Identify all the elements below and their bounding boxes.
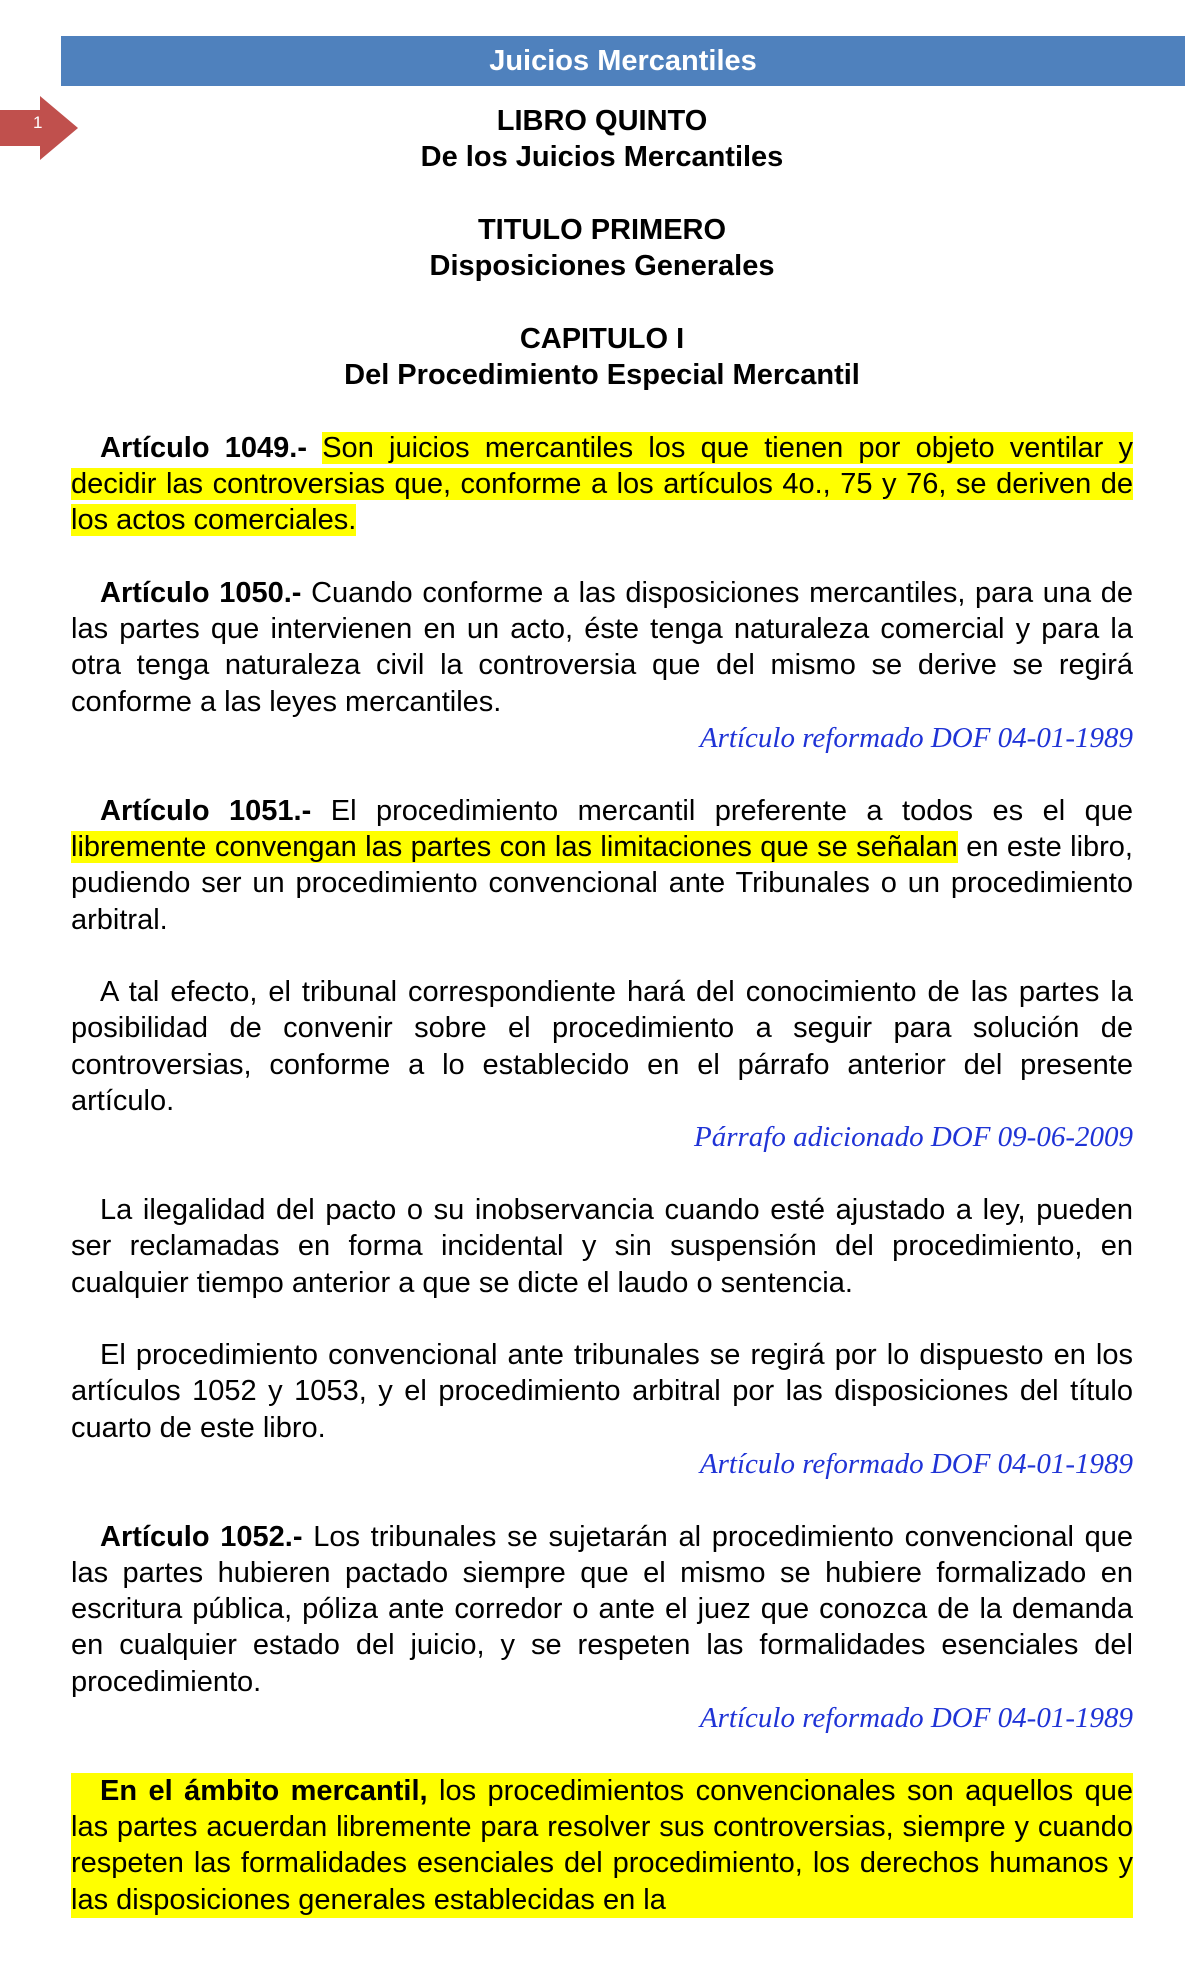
article-1051-paragraph-3: La ilegalidad del pacto o su inobservancia cuando esté ajustado a ley, pueden ser reclamadas en forma incidental y sin suspensión del procedimiento, en cualquier tiempo anterior a que se dicte el laudo o sentencia. <box>71 1193 1133 1299</box>
running-header <box>61 36 1185 86</box>
article-text: El procedimiento mercantil preferente a todos es el que <box>330 794 1133 827</box>
highlighted-text: Son juicios mercantiles los que tienen por objeto ventilar y decidir las controversias que, conforme a los artículos 4o., 75 y 76, se deriven de los actos comerciales. <box>71 431 1133 537</box>
article-label: Artículo 1052.- <box>100 1520 303 1553</box>
reform-note: Artículo reformado DOF 04-01-1989 <box>699 1702 1133 1735</box>
header-title: Juicios Mercantiles <box>489 44 757 77</box>
article-1052-paragraph-2 <box>71 1773 1133 1918</box>
reform-note: Artículo reformado DOF 04-01-1989 <box>699 722 1133 755</box>
article-1050 <box>71 575 1133 720</box>
titulo-title: TITULO PRIMERO <box>477 213 727 246</box>
article-1051-paragraph-2: A tal efecto, el tribunal correspondiente hará del conocimiento de las partes la posibilidad de convenir sobre el procedimiento a seguir para solución de controversias, conforme a lo establecido en el párrafo anterior del presente artículo. <box>71 976 1133 1118</box>
capitulo-heading <box>71 321 1133 394</box>
article-1051-paragraph-4: El procedimiento convencional ante tribunales se regirá por lo dispuesto en los artículos 1052 y 1053, y el procedimiento arbitral por las disposiciones del título cuarto de este libro. <box>71 1339 1133 1444</box>
titulo-heading <box>71 212 1133 285</box>
article-text: en este libro, pudiendo ser un procedimiento convencional ante Tribunales o un procedimiento arbitral. <box>71 830 1133 936</box>
capitulo-subtitle: Del Procedimiento Especial Mercantil <box>344 359 860 392</box>
article-label: Artículo 1050.- <box>100 576 302 609</box>
article-label: Artículo 1051.- <box>100 794 312 827</box>
page-number: 1 <box>33 113 43 132</box>
reform-note: Artículo reformado DOF 04-01-1989 <box>699 1447 1133 1480</box>
article-text: Cuando conforme a las disposiciones mercantiles, para una de las partes que intervienen en un acto, éste tenga naturaleza comercial y para la otra tenga naturaleza civil la controversia que del mismo se derive se regirá conforme a las leyes mercantiles. <box>71 576 1134 718</box>
document-body <box>71 103 1133 1918</box>
highlighted-text: los procedimientos convencionales son aquellos que las partes acuerdan libremente para resolver sus controversias, siempre y cuando respeten las formalidades esenciales del procedimiento, los derechos humanos y las disposiciones generales establecidas en la <box>71 1774 1133 1916</box>
libro-heading <box>71 103 1133 176</box>
libro-title: LIBRO QUINTO <box>496 105 708 137</box>
article-label: Artículo 1049.- <box>100 431 307 464</box>
capitulo-title: CAPITULO I <box>519 322 685 355</box>
titulo-subtitle: Disposiciones Generales <box>429 250 775 283</box>
paragraph-label: En el ámbito mercantil, <box>100 1774 428 1807</box>
highlighted-text: libremente convengan las partes con las limitaciones que se señalan <box>71 830 958 863</box>
article-text: Los tribunales se sujetarán al procedimiento convencional que las partes hubieren pactado siempre que el mismo se hubiere formalizado en escritura pública, póliza ante corredor o ante el juez que conozca de la demanda en cualquier estado del juicio, y se respeten las formalidades esenciales del procedimiento. <box>71 1520 1134 1698</box>
article-1049 <box>71 430 1133 539</box>
article-1052 <box>71 1519 1133 1700</box>
article-1051 <box>71 793 1133 938</box>
libro-subtitle: De los Juicios Mercantiles <box>420 141 784 174</box>
reform-note: Párrafo adicionado DOF 09-06-2009 <box>694 1121 1133 1154</box>
